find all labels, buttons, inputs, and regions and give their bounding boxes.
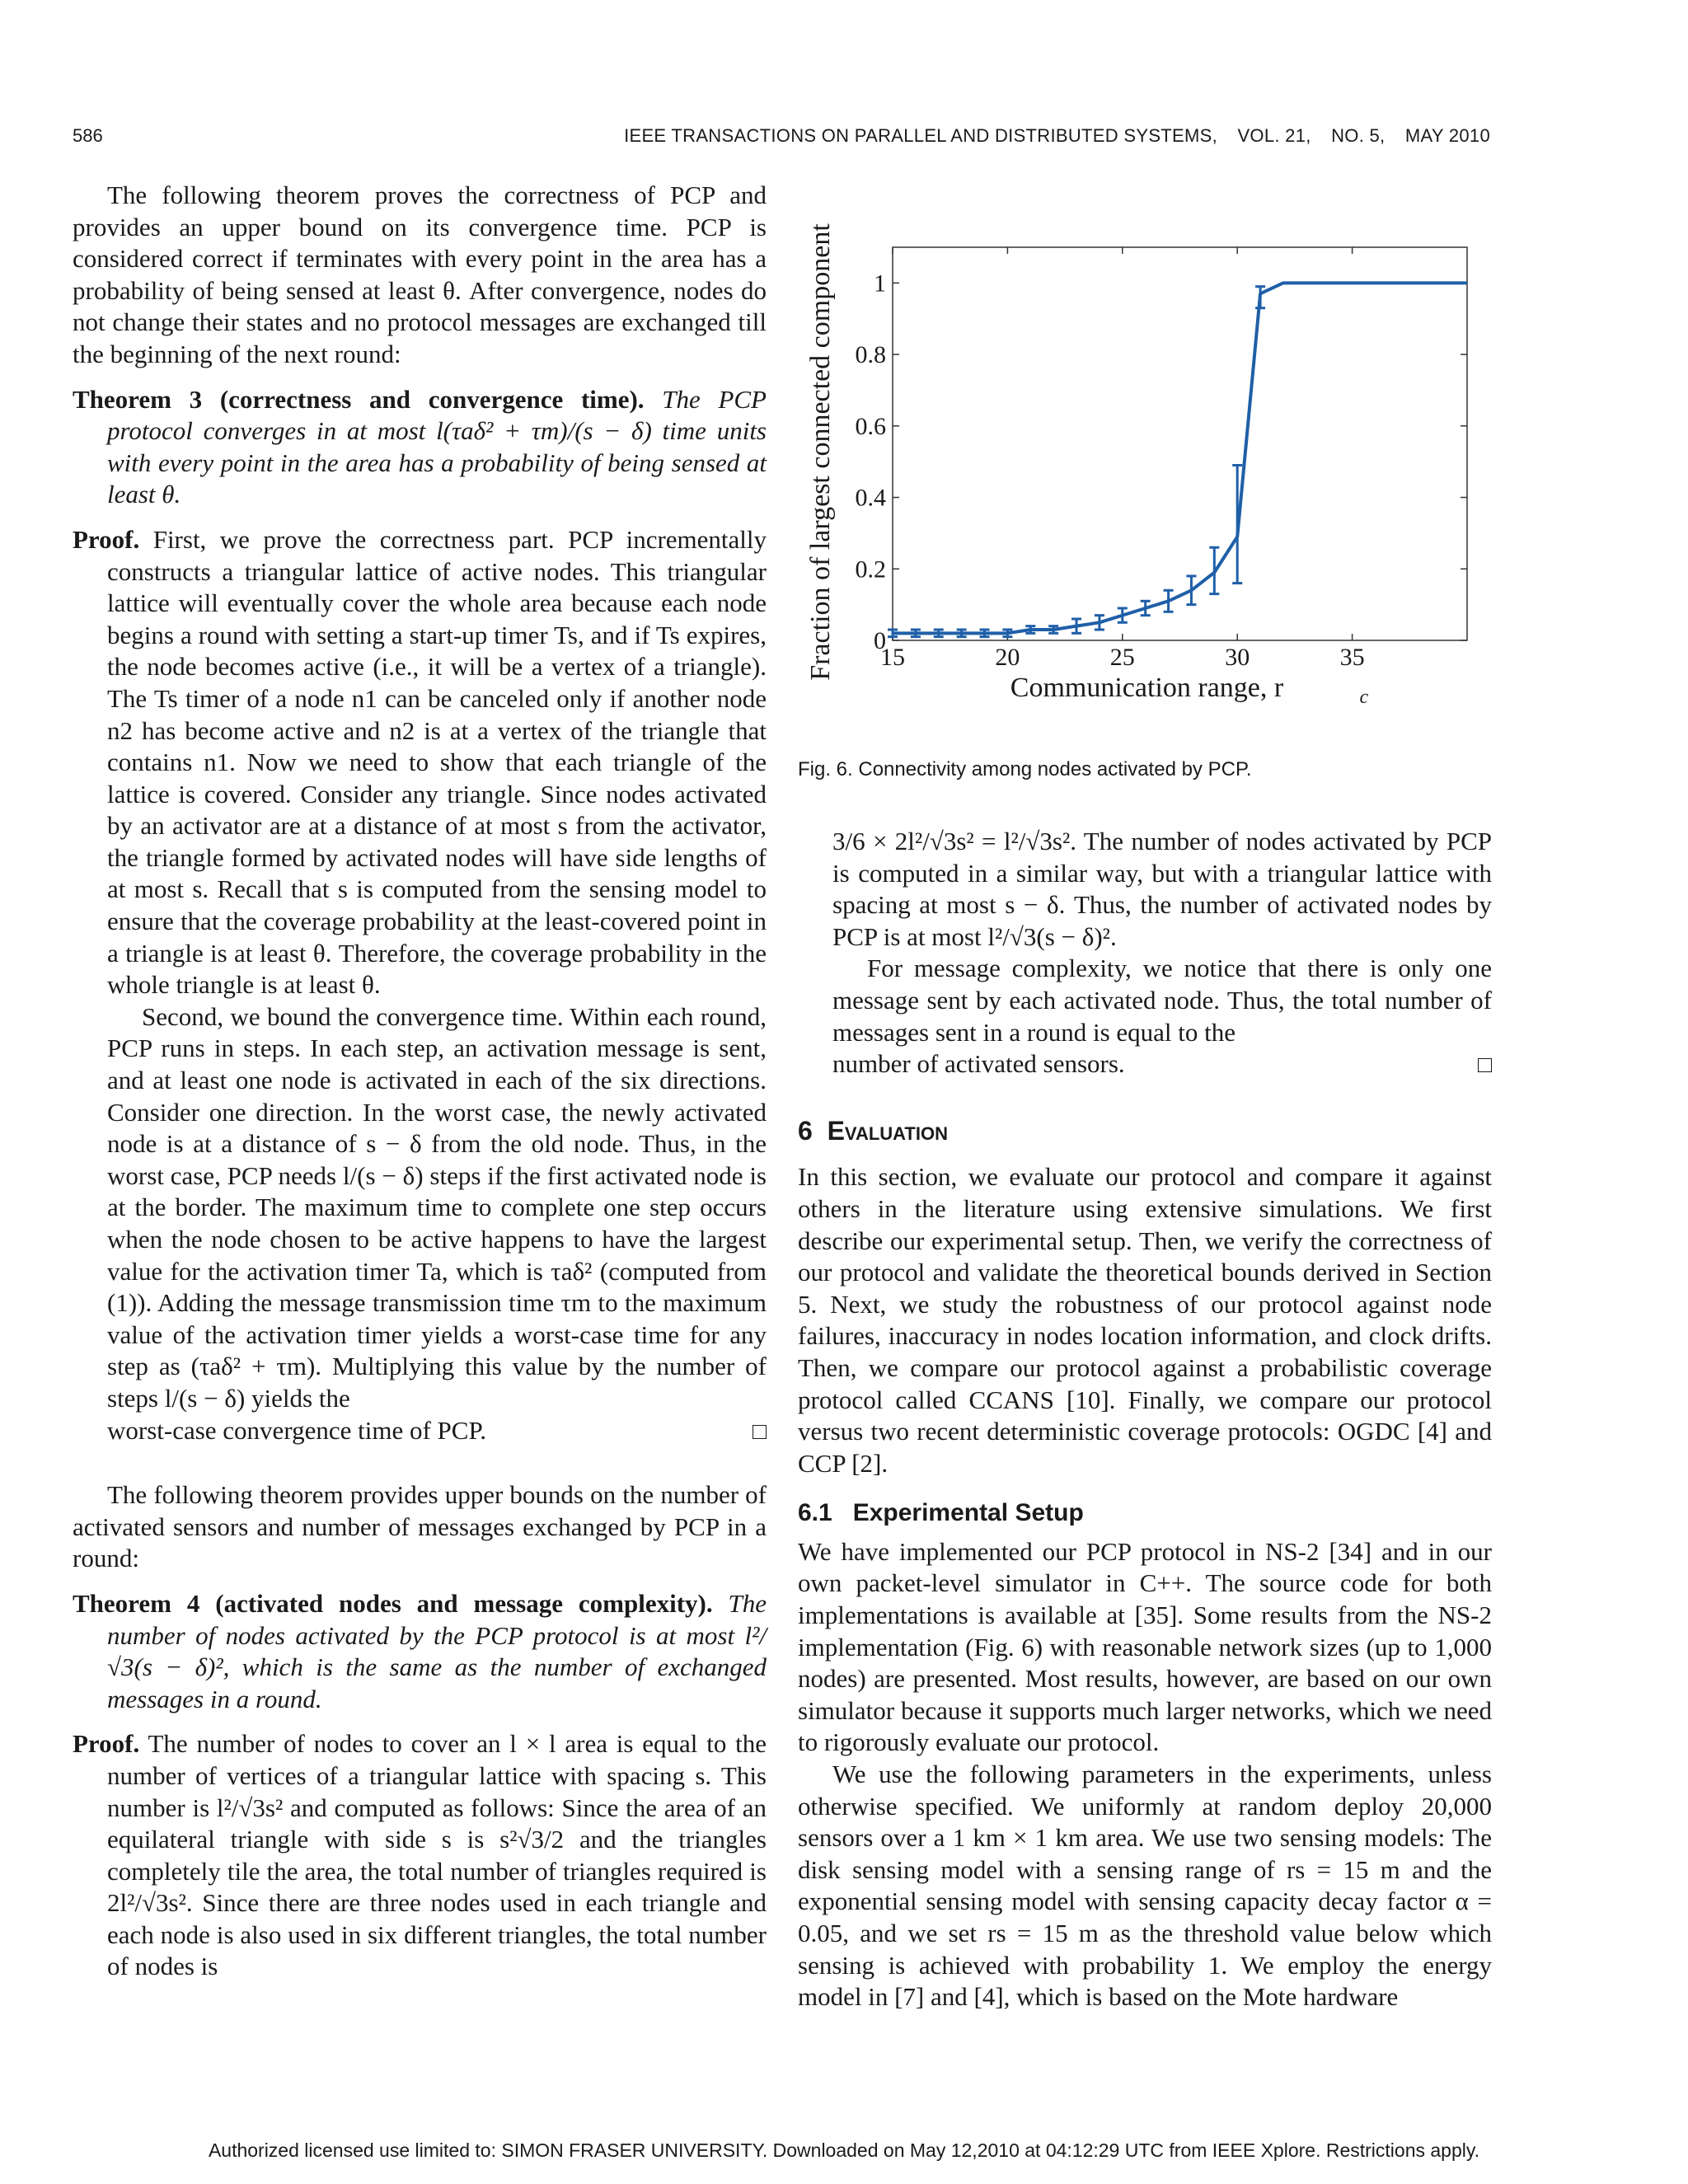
connectivity-chart (798, 183, 1492, 743)
proof-1 (73, 524, 767, 1001)
y-tick-label: 0.8 (855, 341, 886, 369)
paragraph: We have implemented our PCP protocol in NS-2 [34] and in our own packet-level simulator in C++. The source code for both implementations is available at [35]. Some results from the NS-2 implementation (Fig. 6) with reasonable network sizes (up to 1,000 nodes) are presented. Most results, however, are based on our own simulator because it supports much larger networks, which we need to rigorously evaluate our protocol. (798, 1536, 1492, 1757)
y-tick-label: 0 (874, 627, 886, 654)
left-column (73, 180, 767, 1983)
section-title: Evaluation (827, 1115, 948, 1146)
proof-2-end (798, 1048, 1492, 1080)
proof-2-text: The number of nodes to cover an l × l area is equal to the number of vertices of a triangular lattice with spacing s. This number is l²/√3s² and computed as follows: Since the area of an equilateral triangle with side s is s²√3/2 and the triangles completely tile the area, the total number of triangles required is 2l²/√3s². Since there are three nodes used in each triangle and each node is also used in six different triangles, the total number of nodes is (107, 1729, 767, 1981)
proof-1-end (73, 1415, 767, 1447)
proof-1-last-line: worst-case convergence time of PCP. (107, 1415, 487, 1445)
theorem-4-title: Theorem 4 (activated nodes and message complexity). (73, 1588, 713, 1618)
x-tick-label: 15 (880, 644, 905, 671)
y-tick-label: 0.2 (855, 555, 886, 583)
theorem-3-body: The PCP protocol converges in at most l(τaδ² + τm)/(s − δ) time units with every point in the area has a probability of being sensed at least θ. (107, 384, 767, 509)
journal-date: MAY 2010 (1404, 125, 1490, 146)
journal-volume: VOL. 21, (1237, 125, 1311, 146)
theorem-3 (73, 384, 767, 511)
qed-icon (1478, 1058, 1492, 1072)
figure-caption: Fig. 6. Connectivity among nodes activated by PCP. (798, 758, 1252, 780)
license-footer: Authorized licensed use limited to: SIMON FRASER UNIVERSITY. Downloaded on May 12,2010 at 04:12:29 UTC from IEEE Xplore. Restrictions apply. (208, 2139, 1480, 2161)
figure-6 (798, 183, 1492, 743)
journal-name: IEEE TRANSACTIONS ON PARALLEL AND DISTRIBUTED SYSTEMS, (624, 125, 1218, 146)
qed-icon (753, 1425, 767, 1439)
journal-header (624, 125, 1490, 147)
page-number: 586 (73, 125, 103, 146)
x-tick-label: 30 (1225, 644, 1250, 671)
proof-1-text: First, we prove the correctness part. PCP incrementally constructs a triangular lattice of active nodes. This triangular lattice will eventually cover the whole area because each node begins a round with setting a start-up timer Ts, and if Ts expires, the node becomes active (i.e., it will be a vertex of a triangle). The Ts timer of a node n1 can be canceled only if another node n2 has become active and n2 is at a vertex of the triangle that contains n1. Now we need to show that each triangle of the lattice is covered. Consider any triangle. Since nodes activated by an activator are at a distance of at most s from the activator, the triangle formed by activated nodes will have side lengths of at most s. Recall that s is computed from the sensing model to ensure that the coverage probability at the least-covered point in a triangle is at least θ. Therefore, the coverage probability in the whole triangle is at least θ. (107, 524, 767, 1000)
proof-1-label: Proof. (73, 524, 140, 554)
plot-frame (893, 247, 1467, 640)
paragraph: The following theorem proves the correctness of PCP and provides an upper bound on its convergence time. PCP is considered correct if terminates with every point in the area has a probability of being sensed at least θ. After convergence, nodes do not change their states and no protocol messages are exchanged till the beginning of the next round: (73, 180, 767, 368)
proof-2 (73, 1728, 767, 1983)
y-tick-label: 0.6 (855, 412, 886, 440)
proof-2-continued: 3/6 × 2l²/√3s² = l²/√3s². The number of nodes activated by PCP is computed in a similar way, but with a triangular lattice with spacing at most s − δ. Thus, the number of activated nodes by PCP is at most l²/√3(s − δ)². (832, 827, 1492, 951)
theorem-4-body: The number of nodes activated by the PCP protocol is at most l²/√3(s − δ)², which is the same as the number of exchanged messages in a round. (107, 1588, 767, 1713)
subsection-6-1-heading: 6.1 Experimental Setup (798, 1499, 1084, 1527)
proof-1-paragraph-2: Second, we bound the convergence time. Within each round, PCP runs in steps. In each step, an activation message is sent, and at least one node is activated in each of the six directions. Consider one direction. In the worst case, the newly activated node is at a distance of s − δ from the old node. Thus, in the worst case, PCP needs l/(s − δ) steps if the first activated node is at the border. The maximum time to complete one step occurs when the node chosen to be active happens to have the largest value for the activation timer Ta, which is τaδ² (computed from (1)). Adding the message transmission time τm to the maximum value of the activation timer yields a worst-case time for any step as (τaδ² + τm). Multiplying this value by the number of steps l/(s − δ) yields the (107, 1001, 767, 1413)
x-tick-label: 20 (995, 644, 1020, 671)
paragraph: We use the following parameters in the experiments, unless otherwise specified. We uniformly at random deploy 20,000 sensors over a 1 km × 1 km area. We use two sensing models: The disk sensing model with a sensing range of rs = 15 m and the exponential sensing model with sensing capacity decay factor α = 0.05, and we set rs = 15 m as the threshold value below which sensing is achieved with probability 1. We employ the energy model in [7] and [4], which is based on the Mote hardware (798, 1760, 1492, 2012)
section-number: 6 (798, 1115, 813, 1146)
theorem-3-title: Theorem 3 (correctness and convergence time). (73, 384, 645, 414)
series-line (893, 283, 1467, 633)
proof-2-label: Proof. (73, 1729, 140, 1759)
paragraph: In this section, we evaluate our protocol and compare it against others in the literature using extensive simulations. We first describe our experimental setup. Then, we verify the correctness of our protocol and validate the theoretical bounds derived in Section 5. Next, we study the robustness of our protocol against node failures, inaccuracy in nodes location information, and clock drifts. Then, we compare our protocol against a probabilistic coverage protocol called CCANS [10]. Finally, we compare our protocol versus two recent deterministic coverage protocols: OGDC [4] and CCP [2]. (798, 1162, 1492, 1478)
y-tick-label: 1 (874, 269, 886, 298)
proof-2-last-line: number of activated sensors. (832, 1049, 1125, 1079)
x-tick-label: 35 (1339, 644, 1365, 671)
paragraph: For message complexity, we notice that there is only one message sent by each activated node. Thus, the total number of messages sent in a round is equal to the (832, 954, 1492, 1047)
journal-issue: NO. 5, (1331, 125, 1386, 146)
y-axis-label: Fraction of largest connected component (805, 223, 836, 681)
x-axis-label: Communication range, r (1010, 673, 1284, 703)
theorem-4 (73, 1588, 767, 1715)
x-tick-label: 25 (1109, 644, 1135, 671)
x-axis-label-subscript: c (1359, 687, 1369, 708)
y-tick-label: 0.4 (855, 484, 886, 512)
paragraph: The following theorem provides upper bounds on the number of activated sensors and number of messages exchanged by PCP in a round: (73, 1480, 767, 1573)
section-6-heading (798, 1115, 1492, 1147)
right-column (798, 826, 1492, 2013)
